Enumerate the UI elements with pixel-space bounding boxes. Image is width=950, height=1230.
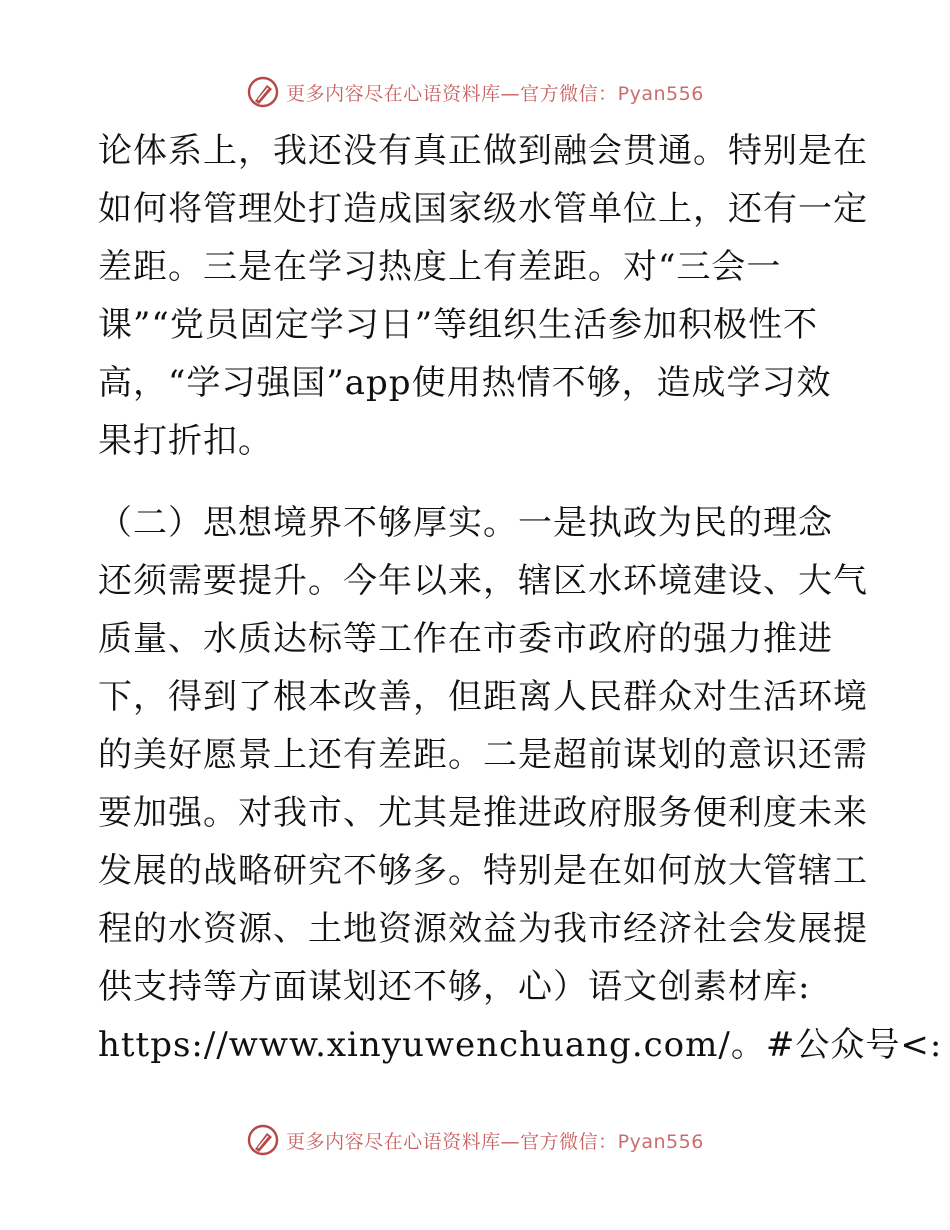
paragraph-1 (98, 122, 868, 470)
text-line: 高，“学习强国”app使用热情不够，造成学习效 (98, 363, 832, 403)
text-line: 供支持等方面谋划还不够，心）语文创素材库: (98, 967, 811, 1007)
document-body (98, 122, 943, 1074)
footer-wechat-id: Pyan556 (617, 1130, 704, 1153)
text-line: 发展的战略研究不够多。特别是在如何放大管辖工 (98, 851, 868, 891)
text-line: 要加强。对我市、尤其是推进政府服务便利度未来 (98, 793, 868, 833)
footer-watermark (0, 1118, 950, 1162)
header-brand-text: 更多内容尽在心语资料库—官方微信：Pyan556 (286, 82, 704, 105)
text-line: 课”“党员固定学习日”等组织生活参加积极性不 (98, 305, 819, 345)
text-line: 质量、水质达标等工作在市委市政府的强力推进 (98, 619, 833, 659)
text-line: 差距。三是在学习热度上有差距。对“三会一 (98, 247, 782, 287)
text-line: 的美好愿景上还有差距。二是超前谋划的意识还需 (98, 735, 868, 775)
paragraph-2 (98, 494, 943, 1074)
text-line: 下，得到了根本改善，但距离人民群众对生活环境 (98, 677, 868, 717)
footer-brand-text: 更多内容尽在心语资料库—官方微信：Pyan556 (286, 1130, 704, 1153)
header-wechat-id: Pyan556 (617, 82, 704, 105)
text-line: 如何将管理处打造成国家级水管单位上，还有一定 (98, 189, 868, 229)
pen-nib-logo-icon (246, 1123, 280, 1157)
text-line: 还须需要提升。今年以来，辖区水环境建设、大气 (98, 561, 868, 601)
text-line: https://www.xinyuwenchuang.com/。#公众号<: (98, 1025, 943, 1065)
pen-nib-logo-icon (246, 75, 280, 109)
text-line: 论体系上，我还没有真正做到融会贯通。特别是在 (98, 131, 868, 171)
paragraph-gap (98, 470, 858, 494)
text-line: 果打折扣。 (98, 421, 273, 461)
text-line: （二）思想境界不够厚实。一是执政为民的理念 (98, 503, 833, 543)
text-line: 程的水资源、土地资源效益为我市经济社会发展提 (98, 909, 868, 949)
header-watermark (0, 70, 950, 114)
